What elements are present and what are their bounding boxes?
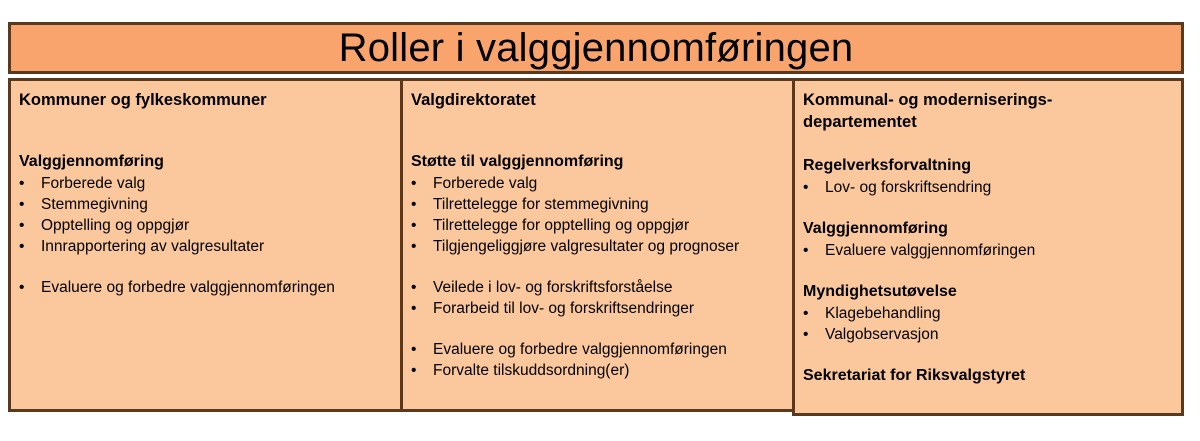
bullet-icon: • <box>411 300 417 317</box>
column-heading: Valgdirektoratet <box>411 91 536 109</box>
diagram-title: Roller i valggjennomføringen <box>338 25 854 70</box>
bullet-list <box>411 277 785 319</box>
list-item: • Tilgjengeliggjøre valgresultater og prognoser <box>411 238 740 255</box>
section-title: Valggjennomføring <box>803 220 948 237</box>
column-heading <box>803 89 1173 133</box>
bullet-icon: • <box>411 279 417 296</box>
bullet-icon: • <box>19 238 25 255</box>
bullet-icon: • <box>803 326 809 343</box>
column-heading-line: departementet <box>803 113 917 131</box>
list-item: • Klagebehandling <box>803 305 941 322</box>
list-item: • Opptelling og oppgjør <box>19 217 190 234</box>
section-title: Regelverksforvaltning <box>803 157 972 174</box>
column-valgdirektoratet <box>400 78 796 412</box>
list-item: • Veilede i lov- og forskriftsforståelse <box>411 279 673 296</box>
bullet-icon: • <box>411 196 417 213</box>
section-title: Støtte til valggjennomføring <box>411 153 624 170</box>
bullet-list <box>411 173 785 257</box>
bullet-icon: • <box>803 305 809 322</box>
bullet-list <box>19 173 393 257</box>
column-heading: Kommuner og fylkeskommuner <box>19 91 267 109</box>
list-item: • Lov- og forskriftsendring <box>803 179 992 196</box>
bullet-icon: • <box>411 217 417 234</box>
column-departementet <box>792 78 1184 416</box>
list-item: • Stemmegivning <box>19 196 148 213</box>
section-title: Myndighetsutøvelse <box>803 283 957 300</box>
bullet-icon: • <box>19 175 25 192</box>
list-item: • Forberede valg <box>411 175 538 192</box>
list-item: • Valgobservasjon <box>803 326 939 343</box>
column-kommuner <box>8 78 404 412</box>
list-item: • Evaluere og forbedre valggjennomføringen <box>19 279 335 296</box>
bullet-icon: • <box>411 238 417 255</box>
bullet-icon: • <box>803 179 809 196</box>
bullet-list <box>411 339 785 381</box>
bullet-list <box>803 240 1173 261</box>
column-heading-line: Kommunal- og moderniserings- <box>803 91 1053 109</box>
title-banner <box>8 22 1184 74</box>
bullet-icon: • <box>19 196 25 213</box>
list-item: • Tilrettelegge for stemmegivning <box>411 196 649 213</box>
bullet-icon: • <box>411 175 417 192</box>
bullet-icon: • <box>411 362 417 379</box>
bullet-icon: • <box>411 341 417 358</box>
list-item: • Evaluere valggjennomføringen <box>803 242 1036 259</box>
list-item: • Tilrettelegge for opptelling og oppgjør <box>411 217 690 234</box>
list-item: • Evaluere og forbedre valggjennomføringen <box>411 341 727 358</box>
bullet-icon: • <box>803 242 809 259</box>
list-item: • Forberede valg <box>19 175 146 192</box>
bullet-list <box>803 177 1173 198</box>
bullet-list <box>19 277 393 298</box>
list-item: • Innrapportering av valgresultater <box>19 238 265 255</box>
list-item: • Forarbeid til lov- og forskriftsendringer <box>411 300 695 317</box>
bullet-icon: • <box>19 279 25 296</box>
bullet-icon: • <box>19 217 25 234</box>
section-title: Valggjennomføring <box>19 153 164 170</box>
section-title: Sekretariat for Riksvalgstyret <box>803 367 1026 384</box>
list-item: • Forvalte tilskuddsordning(er) <box>411 362 630 379</box>
bullet-list <box>803 303 1173 345</box>
